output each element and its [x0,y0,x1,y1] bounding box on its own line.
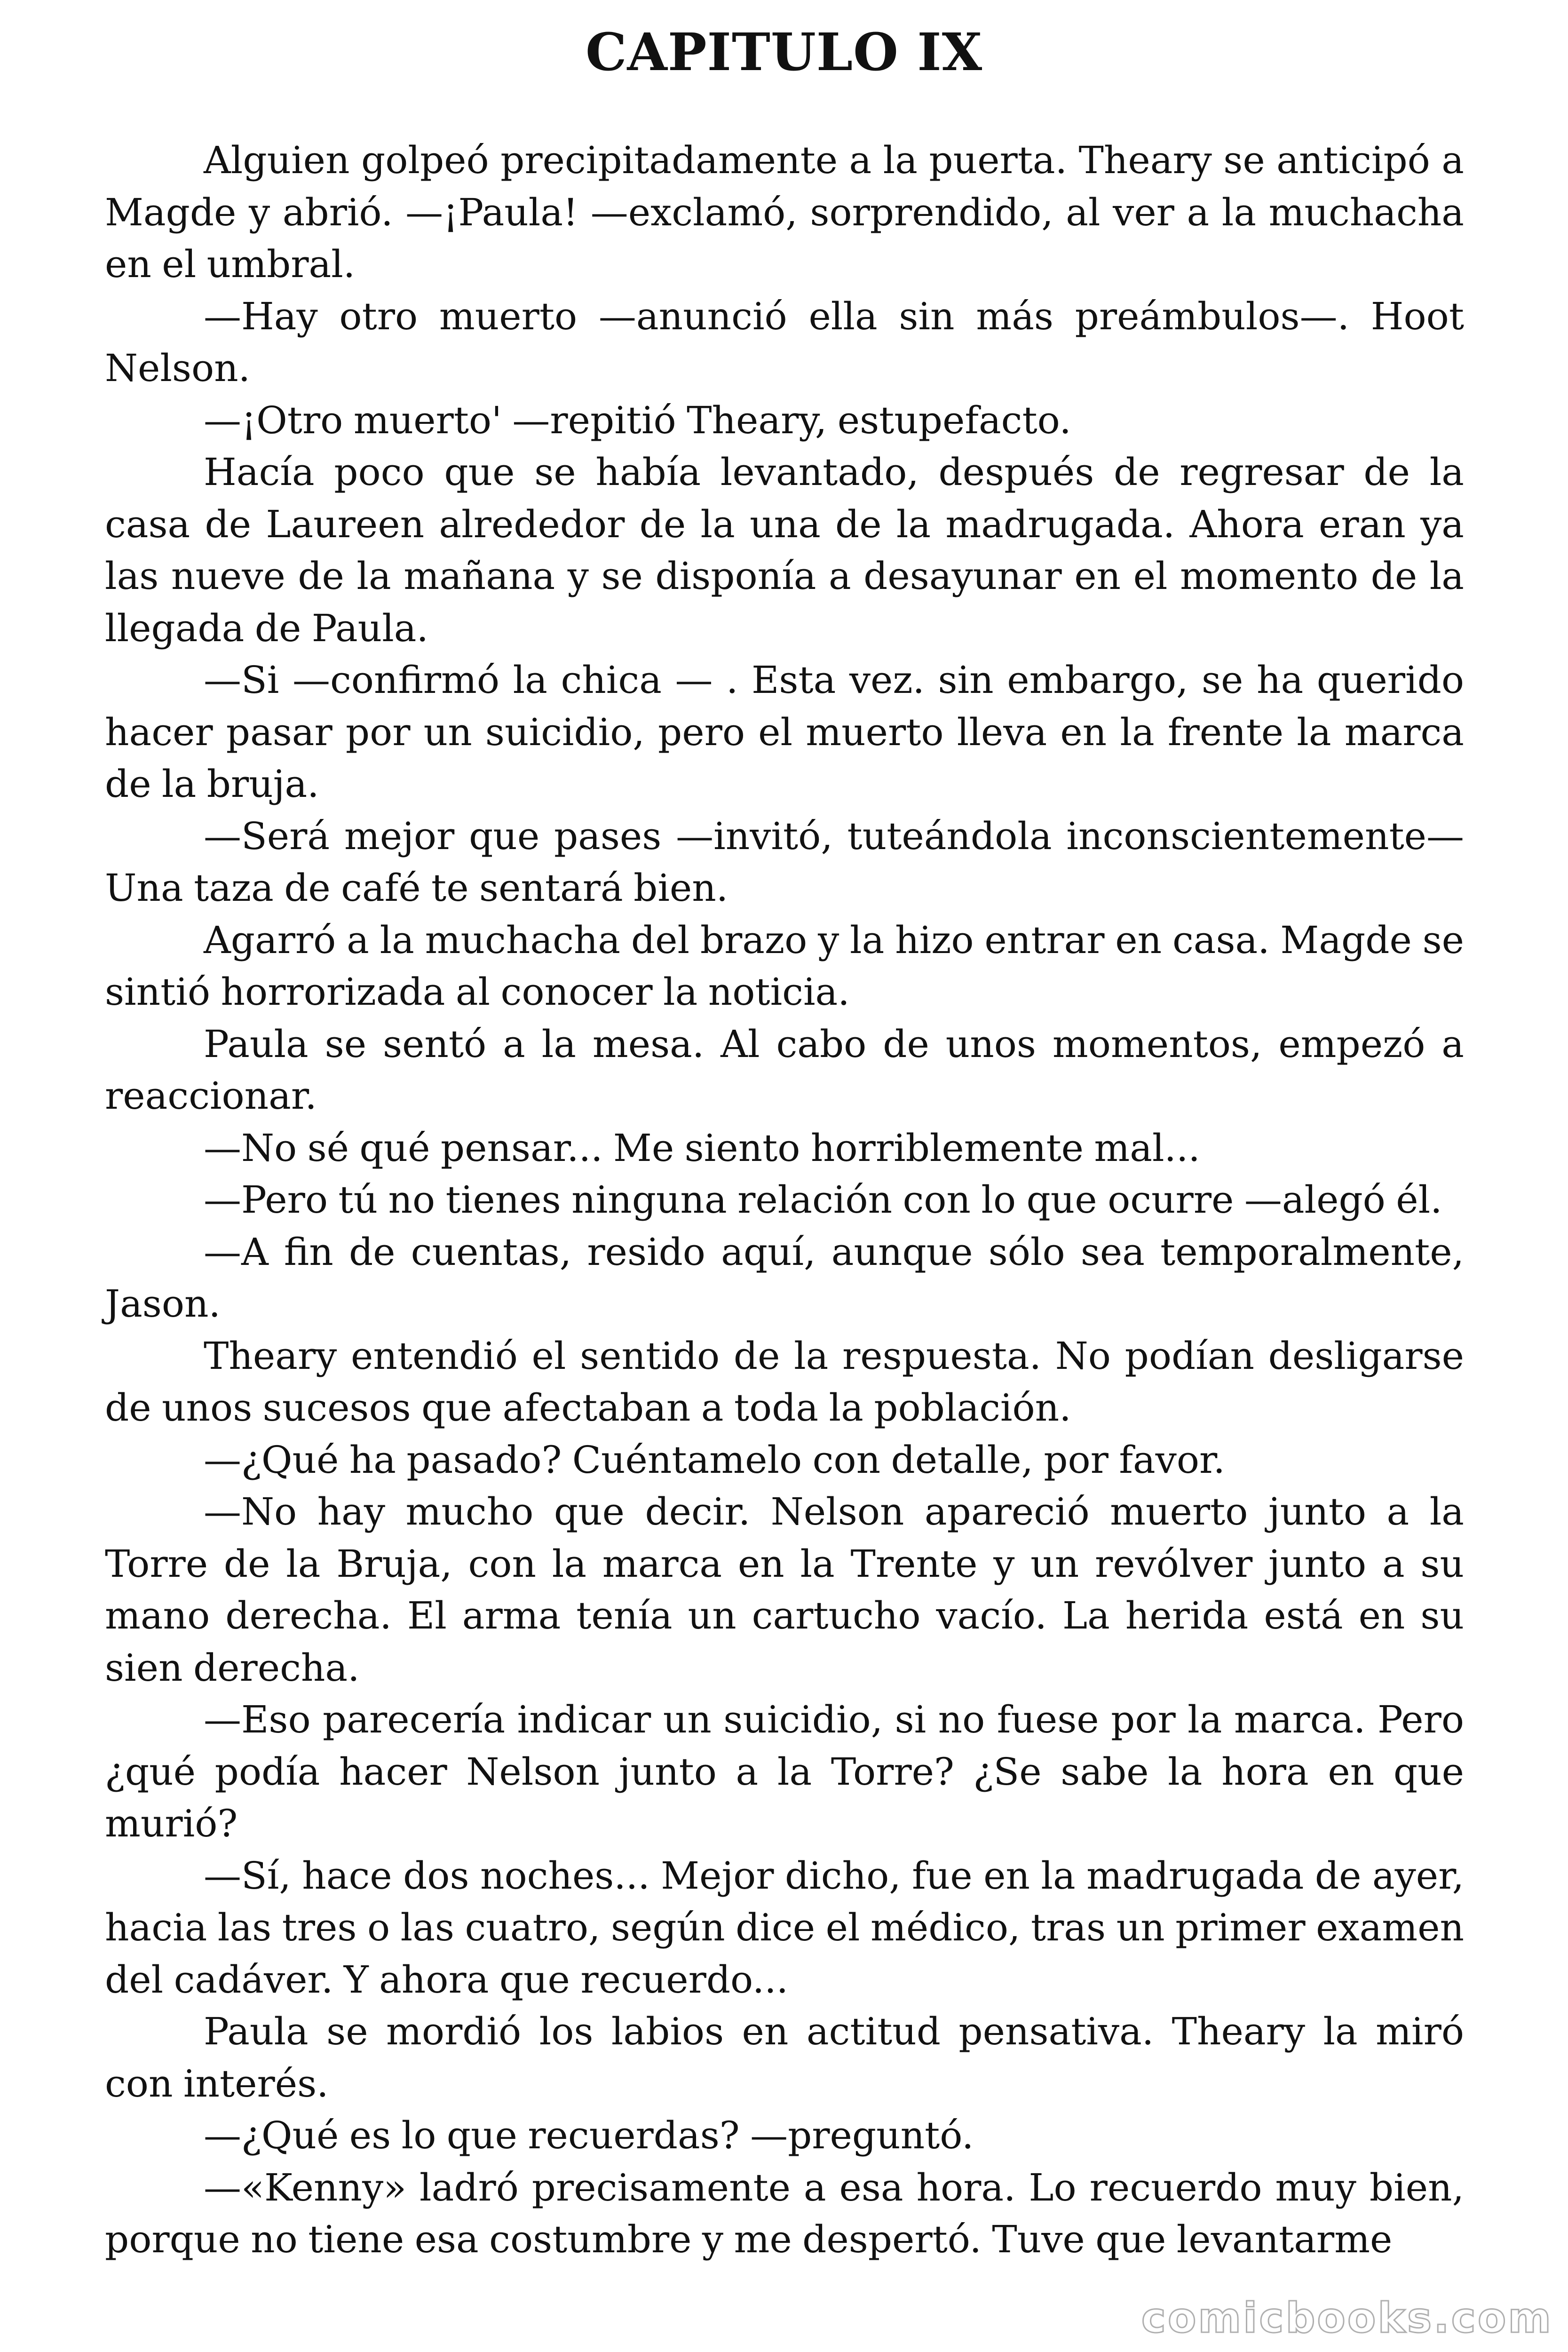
paragraph: —A fin de cuentas, resido aquí, aunque sólo sea temporalmente, Jason. [105,1230,1464,1326]
paragraph: Alguien golpeó precipitadamente a la puerta. Theary se anticipó a Magde y abrió. —¡Paula! —exclamó, sorprendido, al ver a la muchacha en el umbral. [105,138,1464,286]
paragraph: —Eso parecería indicar un suicidio, si no fuese por la marca. Pero ¿qué podía hacer Nelson junto a la Torre? ¿Se sabe la hora en que murió? [105,1698,1464,1845]
paragraph: —No sé qué pensar... Me siento horriblemente mal... [204,1126,1200,1170]
paragraph: —Pero tú no tienes ninguna relación con lo que ocurre —alegó él. [204,1178,1442,1222]
paragraph: Hacía poco que se había levantado, después de regresar de la casa de Laureen alrededor de la una de la madrugada. Ahora eran ya las nueve de la mañana y se disponía a desayunar en el momento de la llegada de Paula. [105,450,1464,650]
paragraph: —«Kenny» ladró precisamente a esa hora. Lo recuerdo muy bien, porque no tiene esa costumbre y me despertó. Tuve que levantarme [105,2165,1464,2261]
paragraph: Theary entendió el sentido de la respuesta. No podían desligarse de unos sucesos que afectaban a toda la población. [105,1334,1464,1430]
paragraph: —Hay otro muerto —anunció ella sin más preámbulos—. Hoot Nelson. [105,294,1464,390]
paragraph: Paula se mordió los labios en actitud pensativa. Theary la miró con interés. [105,2010,1464,2106]
paragraph: —Sí, hace dos noches... Mejor dicho, fue en la madrugada de ayer, hacia las tres o las cuatro, según dice el médico, tras un primer examen del cadáver. Y ahora que recuerdo... [105,1853,1464,2002]
paragraph: —¿Qué es lo que recuerdas? —preguntó. [204,2114,974,2157]
chapter-title: CAPITULO IX [585,22,983,82]
paragraph: —¿Qué ha pasado? Cuéntamelo con detalle, por favor. [204,1438,1225,1482]
paragraph: —Será mejor que pases —invitó, tuteándola inconscientemente— Una taza de café te sentará bien. [105,814,1464,910]
chapter-body [105,135,1464,2266]
paragraph: Paula se sentó a la mesa. Al cabo de unos momentos, empezó a reaccionar. [105,1022,1464,1118]
paragraph: —No hay mucho que decir. Nelson apareció muerto junto a la Torre de la Bruja, con la marca en la Trente y un revólver junto a su mano derecha. El arma tenía un cartucho vacío. La herida está en su sien derecha. [105,1490,1464,1690]
paragraph: —Si —confirmó la chica — . Esta vez. sin embargo, se ha querido hacer pasar por un suicidio, pero el muerto lleva en la frente la marca de la bruja. [105,658,1464,806]
paragraph: Agarró a la muchacha del brazo y la hizo entrar en casa. Magde se sintió horrorizada al conocer la noticia. [105,918,1464,1014]
watermark: comicbooks.com [1141,2294,1553,2342]
paragraph: —¡Otro muerto' —repitió Theary, estupefacto. [204,398,1071,442]
